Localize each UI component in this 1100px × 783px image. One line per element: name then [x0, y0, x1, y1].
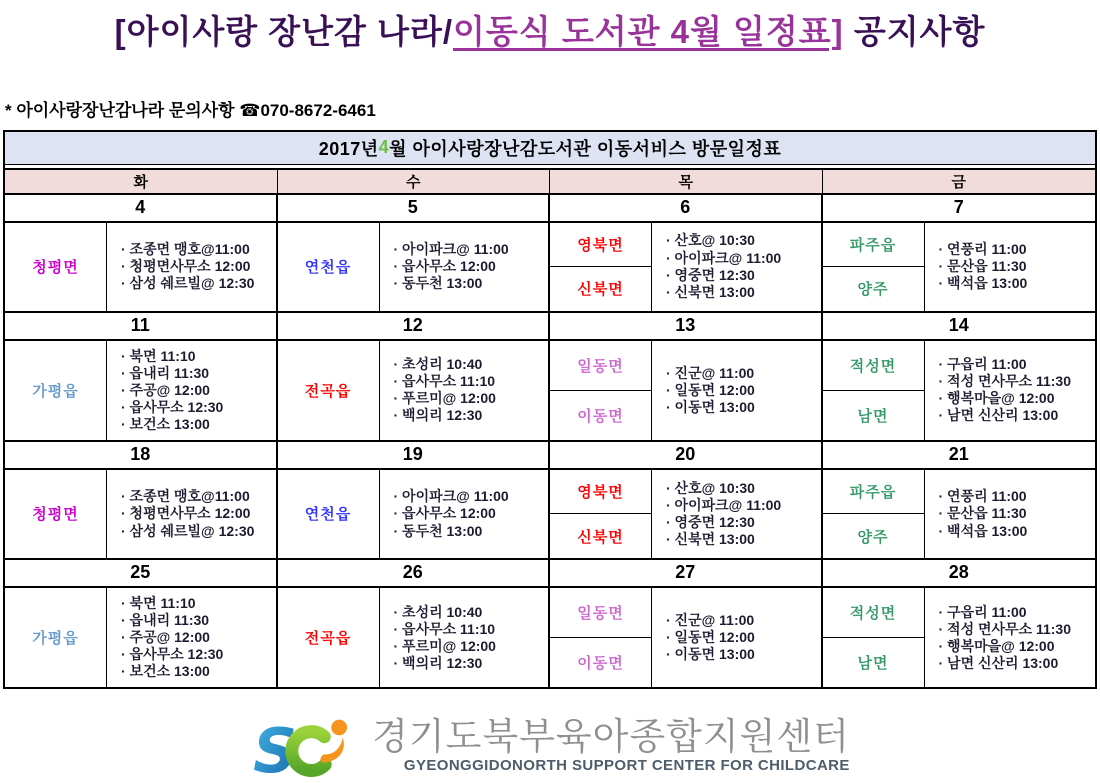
region-label: 양주 [823, 513, 924, 558]
visit-item: · 보건소 13:00 [121, 415, 210, 432]
visit-item: · 동두천 13:00 [393, 522, 483, 539]
visit-item: · 읍사무소 12:30 [121, 646, 224, 663]
visit-item: · 산호@ 10:30 [666, 479, 755, 496]
visit-item: · 읍사무소 12:30 [121, 398, 224, 415]
childcare-center-logo-icon [250, 709, 358, 783]
schedule-grid [5, 195, 1095, 688]
region-label-column [5, 341, 107, 440]
contact-info-line: * 아이사랑장난감나라 문의사항 ☎070-8672-6461 [5, 100, 376, 120]
week-content-row [5, 341, 1095, 442]
visit-item: · 일동면 12:00 [666, 629, 755, 646]
visit-items-column [925, 470, 1096, 558]
visit-item: · 아이파크@ 11:00 [666, 249, 782, 266]
week-content-row [5, 588, 1095, 687]
region-label: 이동면 [550, 390, 651, 440]
date-cell: 21 [948, 444, 969, 465]
date-cell: 19 [278, 442, 551, 468]
caption-month: 4 [378, 137, 390, 158]
schedule-cell [278, 470, 551, 558]
region-label: 가평읍 [32, 630, 79, 648]
visit-item: · 조종면 맹호@11:00 [121, 488, 250, 505]
region-label: 전곡읍 [304, 630, 352, 648]
visit-item: · 신북면 13:00 [666, 283, 755, 300]
region-label: 청평면 [32, 259, 79, 277]
date-cell: 13 [550, 313, 823, 339]
visit-item: · 행복마을@ 12:00 [938, 637, 1055, 654]
visit-item: · 문산읍 11:30 [938, 505, 1027, 522]
visit-item: · 초성리 10:40 [393, 356, 483, 373]
visit-item: · 이동면 13:00 [666, 398, 755, 415]
region-label: 적성면 [849, 357, 897, 375]
visit-item: · 연풍리 11:00 [938, 488, 1027, 505]
visit-item: · 신북면 13:00 [666, 531, 755, 548]
visit-items-column [380, 588, 549, 687]
visit-items-column [380, 341, 549, 440]
day-header-wed: 수 [278, 170, 551, 193]
visit-item: · 이동면 13:00 [666, 646, 755, 663]
visit-item: · 백의리 12:30 [393, 407, 483, 424]
region-label-column [278, 470, 380, 558]
region-label: 양주 [823, 266, 924, 311]
visit-item: · 영중면 12:30 [666, 513, 755, 530]
region-label: 신북면 [550, 266, 651, 311]
region-label-column [550, 223, 652, 311]
visit-items-column [107, 588, 276, 687]
region-label-column [550, 588, 652, 687]
region-label-column [550, 470, 652, 558]
date-cell: 4 [5, 195, 278, 221]
visit-items-column [107, 223, 276, 311]
visit-item: · 아이파크@ 11:00 [393, 240, 509, 257]
day-header-row [5, 168, 1095, 195]
visit-item: · 일동면 12:00 [666, 381, 755, 398]
schedule-cell [823, 223, 1096, 311]
visit-item: · 읍사무소 12:00 [393, 258, 496, 275]
region-label: 청평면 [32, 506, 79, 524]
day-header-fri: 금 [951, 173, 966, 191]
date-cell: 28 [948, 562, 969, 583]
page-title [0, 12, 1100, 52]
schedule-cell [5, 341, 278, 440]
caption-year: 2017년 [318, 138, 379, 159]
visit-item: · 구읍리 11:00 [938, 603, 1027, 620]
region-label: 연천읍 [304, 506, 352, 524]
table-caption [5, 132, 1095, 165]
region-label-column [278, 588, 380, 687]
visit-item: · 영중면 12:30 [666, 266, 755, 283]
date-row [5, 560, 1095, 588]
schedule-cell [278, 341, 551, 440]
region-label-column [278, 341, 380, 440]
page-title-part3: 공지사항 [843, 13, 986, 50]
region-label-column [823, 223, 925, 311]
visit-item: · 초성리 10:40 [393, 603, 483, 620]
schedule-cell [5, 588, 278, 687]
schedule-table [3, 130, 1097, 690]
org-name-block [372, 718, 850, 774]
date-cell: 7 [953, 197, 964, 218]
visit-item: · 진군@ 11:00 [666, 612, 755, 629]
region-label: 일동면 [577, 357, 624, 375]
region-label: 파주읍 [849, 236, 897, 254]
visit-items-column [652, 341, 821, 440]
region-label-column [5, 588, 107, 687]
page-title-part1: [아이사랑 장난감 나라/ [114, 13, 454, 50]
region-label: 파주읍 [849, 484, 897, 502]
visit-item: · 주공@ 12:00 [121, 381, 210, 398]
visit-items-column [652, 588, 821, 687]
visit-item: · 아이파크@ 11:00 [393, 488, 509, 505]
visit-item: · 산호@ 10:30 [666, 232, 755, 249]
region-label: 영북면 [577, 236, 624, 254]
region-label: 적성면 [849, 605, 897, 623]
schedule-cell [550, 223, 823, 311]
date-cell: 11 [5, 313, 278, 339]
visit-item: · 삼성 쉐르빌@ 12:30 [121, 275, 255, 292]
region-label-column [5, 223, 107, 311]
visit-item: · 조종면 맹호@11:00 [121, 240, 250, 257]
visit-item: · 읍사무소 11:10 [393, 620, 496, 637]
region-label: 남면 [823, 637, 924, 687]
date-cell: 6 [550, 195, 823, 221]
date-row [5, 195, 1095, 223]
date-cell: 20 [550, 442, 823, 468]
visit-items-column [925, 341, 1096, 440]
visit-item: · 동두천 13:00 [393, 275, 483, 292]
visit-item: · 적성 면사무소 11:30 [938, 373, 1072, 390]
schedule-cell [823, 341, 1096, 440]
region-label-column [823, 588, 925, 687]
date-cell: 27 [550, 560, 823, 586]
visit-items-column [380, 470, 549, 558]
schedule-cell [823, 588, 1096, 687]
visit-item: · 문산읍 11:30 [938, 258, 1027, 275]
visit-items-column [107, 470, 276, 558]
visit-item: · 남면 신산리 13:00 [938, 654, 1059, 671]
visit-items-column [380, 223, 549, 311]
visit-item: · 청평면사무소 12:00 [121, 505, 251, 522]
date-row [5, 442, 1095, 470]
visit-item: · 읍사무소 11:10 [393, 373, 496, 390]
visit-item: · 적성 면사무소 11:30 [938, 620, 1072, 637]
visit-item: · 삼성 쉐르빌@ 12:30 [121, 522, 255, 539]
visit-item: · 남면 신산리 13:00 [938, 407, 1059, 424]
org-name-korean: 경기도북부육아종합지원센터 [372, 716, 850, 758]
region-label: 전곡읍 [304, 382, 352, 400]
region-label-column [550, 341, 652, 440]
day-header-tue: 화 [5, 170, 278, 193]
visit-item: · 보건소 13:00 [121, 663, 210, 680]
schedule-cell [550, 470, 823, 558]
org-name-english: GYEONGGIDONORTH SUPPORT CENTER FOR CHILDCARE [403, 757, 850, 775]
day-header-thu: 목 [550, 170, 823, 193]
visit-items-column [107, 341, 276, 440]
schedule-cell [5, 470, 278, 558]
visit-item: · 북면 11:10 [121, 594, 196, 611]
date-cell: 25 [5, 560, 278, 586]
date-cell: 14 [948, 315, 969, 336]
region-label: 이동면 [550, 637, 651, 687]
caption-rest: 월 아이사랑장난감도서관 이동서비스 방문일정표 [389, 138, 782, 159]
region-label: 신북면 [550, 513, 651, 558]
visit-item: · 백의리 12:30 [393, 654, 483, 671]
visit-item: · 구읍리 11:00 [938, 356, 1027, 373]
region-label: 연천읍 [304, 259, 352, 277]
visit-item: · 읍내리 11:30 [121, 364, 210, 381]
schedule-cell [823, 470, 1096, 558]
date-cell: 26 [278, 560, 551, 586]
visit-item: · 진군@ 11:00 [666, 364, 755, 381]
date-cell: 12 [278, 313, 551, 339]
region-label-column [823, 341, 925, 440]
schedule-cell [550, 341, 823, 440]
visit-item: · 주공@ 12:00 [121, 629, 210, 646]
region-label: 일동면 [577, 605, 624, 623]
schedule-cell [278, 223, 551, 311]
visit-item: · 아이파크@ 11:00 [666, 496, 782, 513]
visit-item: · 푸르미@ 12:00 [393, 637, 496, 654]
visit-items-column [925, 588, 1096, 687]
visit-item: · 푸르미@ 12:00 [393, 390, 496, 407]
visit-item: · 행복마을@ 12:00 [938, 390, 1055, 407]
footer [0, 709, 1100, 783]
visit-item: · 읍내리 11:30 [121, 612, 210, 629]
region-label-column [278, 223, 380, 311]
visit-item: · 백석읍 13:00 [938, 522, 1028, 539]
region-label: 남면 [823, 390, 924, 440]
date-row [5, 313, 1095, 341]
region-label: 가평읍 [32, 382, 79, 400]
region-label-column [823, 470, 925, 558]
svg-text:S: S [253, 716, 298, 783]
week-content-row [5, 470, 1095, 560]
region-label-column [5, 470, 107, 558]
visit-item: · 북면 11:10 [121, 347, 196, 364]
date-cell: 5 [278, 195, 551, 221]
visit-items-column [652, 223, 821, 311]
schedule-cell [5, 223, 278, 311]
page-title-underlined-part: 이동식 도서관 4월 일정표] [453, 13, 844, 50]
visit-items-column [925, 223, 1096, 311]
visit-item: · 청평면사무소 12:00 [121, 258, 251, 275]
schedule-cell [550, 588, 823, 687]
region-label: 영북면 [577, 484, 624, 502]
visit-items-column [652, 470, 821, 558]
visit-item: · 연풍리 11:00 [938, 240, 1027, 257]
date-cell: 18 [5, 442, 278, 468]
visit-item: · 읍사무소 12:00 [393, 505, 496, 522]
schedule-cell [278, 588, 551, 687]
week-content-row [5, 223, 1095, 313]
visit-item: · 백석읍 13:00 [938, 275, 1028, 292]
